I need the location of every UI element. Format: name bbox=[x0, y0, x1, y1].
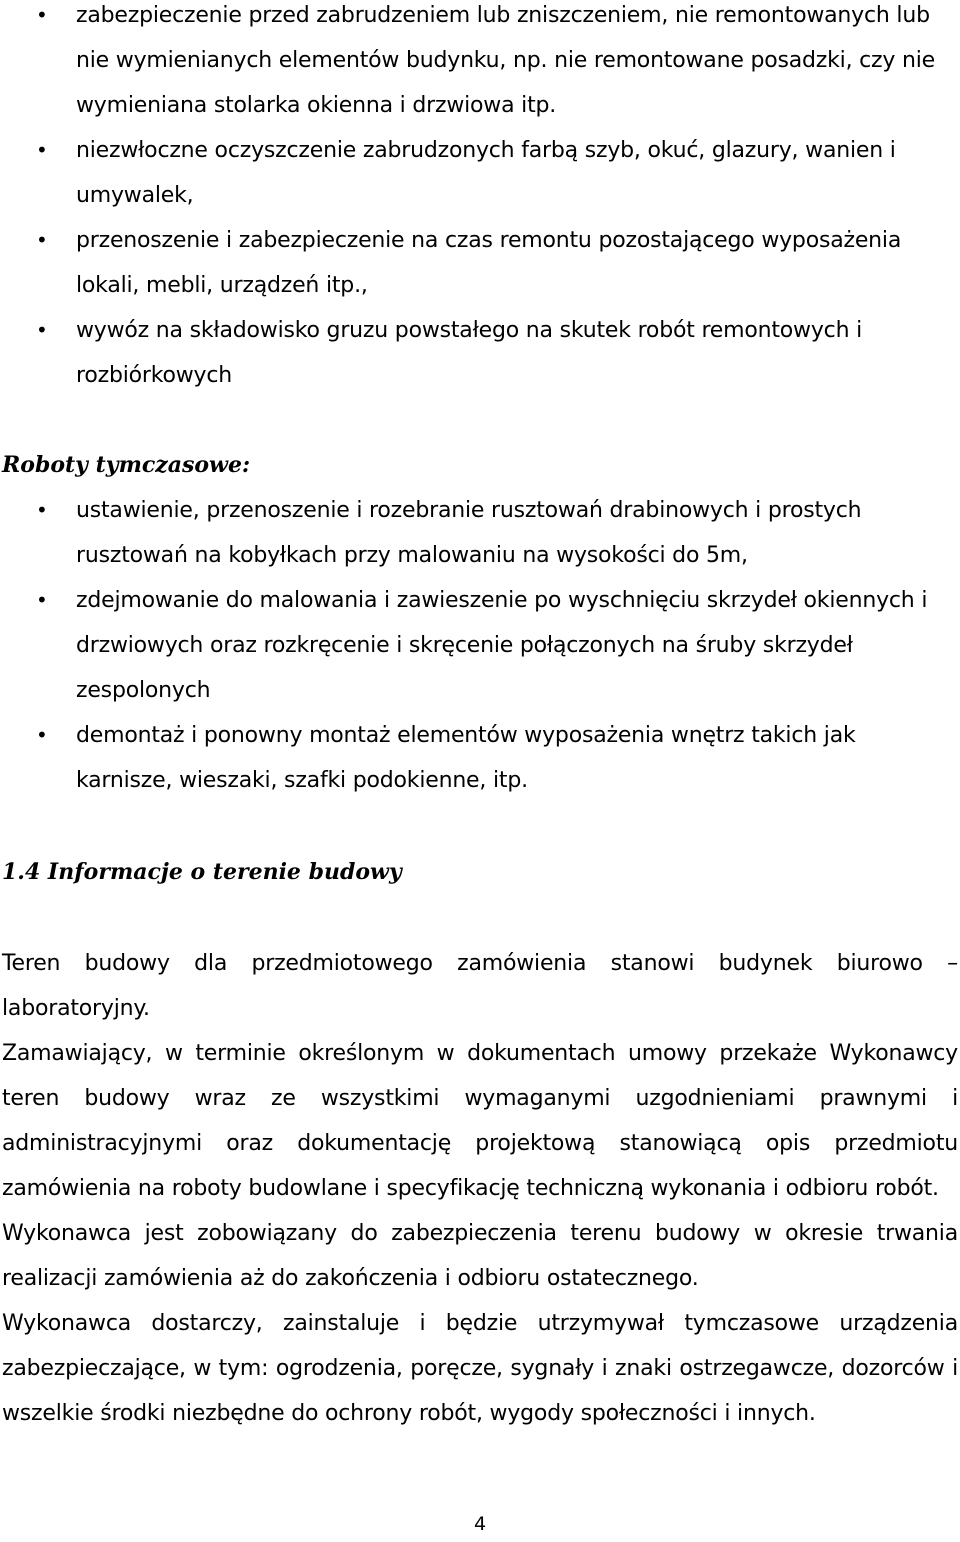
list-item bbox=[0, 308, 960, 398]
list-item bbox=[0, 218, 960, 308]
bullet-icon: • bbox=[36, 498, 48, 522]
section-heading: 1.4 Informacje o terenie budowy bbox=[2, 859, 402, 885]
list-item-text: zabezpieczenie przed zabrudzeniem lub zniszczeniem, nie remontowanych lub nie wymienianych elementów budynku, np. nie remontowane posadzki, czy nie wymieniana stolarka okienna i drzwiowa itp. bbox=[76, 3, 936, 118]
list-item bbox=[0, 128, 960, 218]
list-item bbox=[0, 488, 960, 578]
list-item-text: ustawienie, przenoszenie i rozebranie rusztowań drabinowych i prostych rusztowań na kobyłkach przy malowaniu na wysokości do 5m, bbox=[76, 498, 862, 568]
list-item-text: przenoszenie i zabezpieczenie na czas remontu pozostającego wyposażenia lokali, mebli, urządzeń itp., bbox=[76, 228, 902, 298]
list-item-text: zdejmowanie do malowania i zawieszenie po wyschnięciu skrzydeł okiennych i drzwiowych oraz rozkręcenie i skręcenie połączonych na śruby skrzydeł zespolonych bbox=[76, 588, 928, 703]
bullet-icon: • bbox=[36, 228, 48, 252]
list-item bbox=[0, 713, 960, 803]
list-item bbox=[0, 578, 960, 713]
works-list bbox=[0, 0, 960, 398]
temporary-works-heading: Roboty tymczasowe: bbox=[2, 452, 251, 478]
paragraph: Teren budowy dla przedmiotowego zamówienia stanowi budynek biurowo – laboratoryjny. bbox=[2, 951, 958, 1021]
list-item-text: demontaż i ponowny montaż elementów wyposażenia wnętrz takich jak karnisze, wieszaki, szafki podokienne, itp. bbox=[76, 723, 856, 793]
bullet-icon: • bbox=[36, 723, 48, 747]
bullet-icon: • bbox=[36, 588, 48, 612]
temporary-works-list bbox=[0, 488, 960, 803]
bullet-icon: • bbox=[36, 318, 48, 342]
list-item bbox=[0, 0, 960, 128]
bullet-icon: • bbox=[36, 3, 48, 27]
paragraph: Wykonawca jest zobowiązany do zabezpieczenia terenu budowy w okresie trwania realizacji zamówienia aż do zakończenia i odbioru ostatecznego. bbox=[2, 1221, 958, 1291]
paragraph: Zamawiający, w terminie określonym w dokumentach umowy przekaże Wykonawcy teren budowy wraz ze wszystkimi wymaganymi uzgodnieniami prawnymi i administracyjnymi oraz dokumentację projektową stanowiącą opis przedmiotu zamówienia na roboty budowlane i specyfikację techniczną wykonania i odbioru robót. bbox=[2, 1041, 958, 1201]
list-item-text: niezwłoczne oczyszczenie zabrudzonych farbą szyb, okuć, glazury, wanien i umywalek, bbox=[76, 138, 896, 208]
section-body bbox=[2, 941, 958, 1436]
bullet-icon: • bbox=[36, 138, 48, 162]
paragraph: Wykonawca dostarczy, zainstaluje i będzie utrzymywał tymczasowe urządzenia zabezpieczające, w tym: ogrodzenia, poręcze, sygnały i znaki ostrzegawcze, dozorców i wszelkie środki niezbędne do ochrony robót, wygody społeczności i innych. bbox=[2, 1311, 958, 1426]
page-number: 4 bbox=[473, 1513, 487, 1535]
list-item-text: wywóz na składowisko gruzu powstałego na skutek robót remontowych i rozbiórkowych bbox=[76, 318, 863, 388]
